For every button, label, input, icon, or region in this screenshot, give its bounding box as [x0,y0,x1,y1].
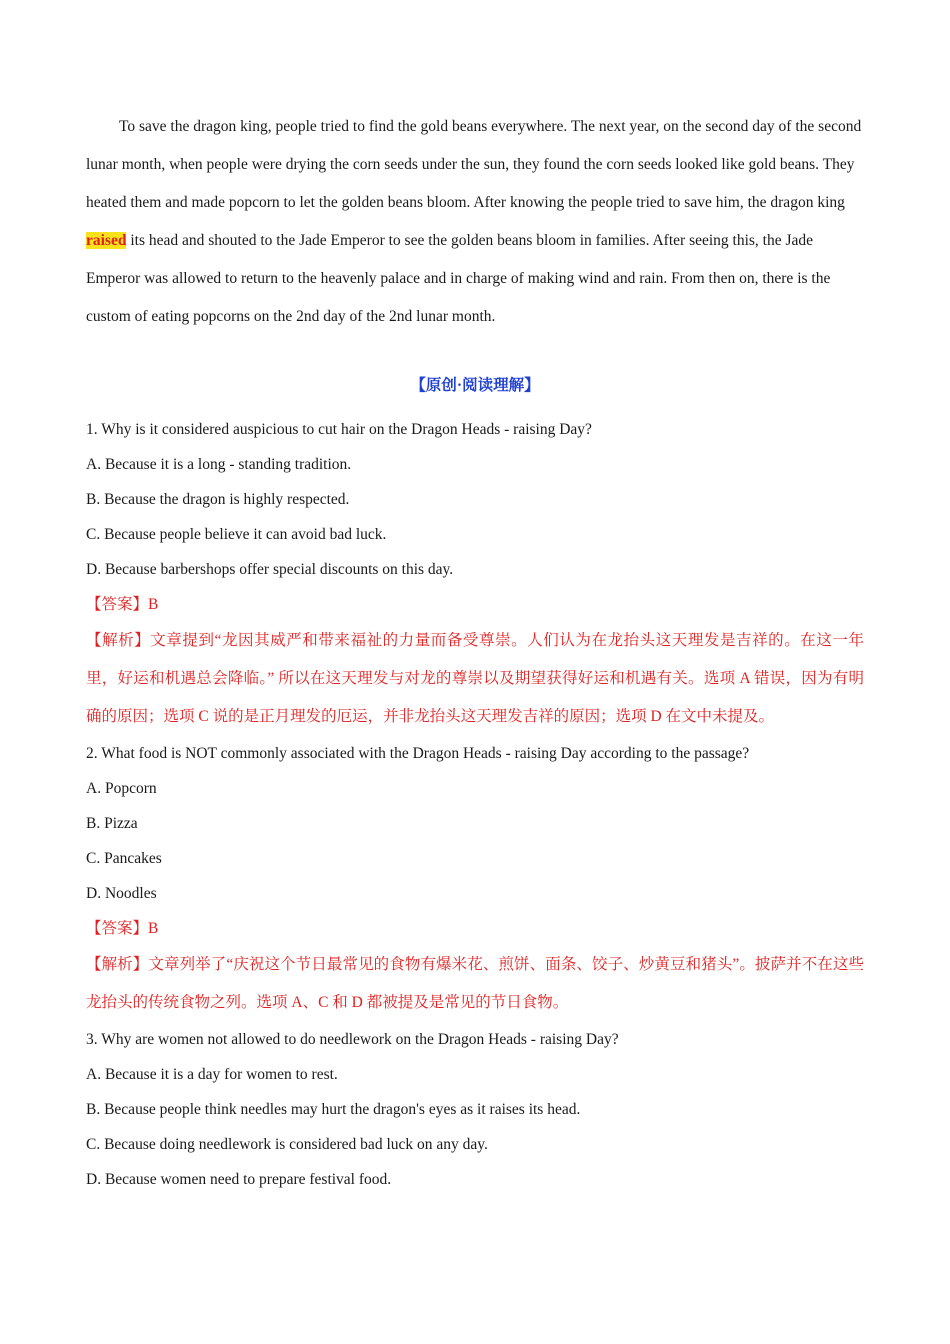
analysis-text: 【解析】文章列举了“庆祝这个节日最常见的食物有爆米花、煎饼、面条、饺子、炒黄豆和猪头”。披萨并不在这些龙抬头的传统食物之列。选项 A、C 和 D 都被提及是常见的节日食物。 [86,956,864,1011]
option-c: C. Because people believe it can avoid bad luck. [86,526,387,543]
question-text: 3. Why are women not allowed to do needlework on the Dragon Heads - raising Day? [86,1031,619,1048]
option-a: A. Because it is a long - standing tradition. [86,456,352,473]
passage-text-end: its head and shouted to the Jade Emperor to see the golden beans bloom in families. After seeing this, the Jade Emperor was allowed to return to the heavenly palace and in charge of making wind and rain. From then on, there is the custom of eating popcorns on the 2nd day of the 2nd lunar month. [86,232,831,325]
option-b: B. Because people think needles may hurt the dragon's eyes as it raises its head. [86,1101,581,1118]
option-d: D. Noodles [86,885,157,902]
answer-label: 【答案】B [86,920,159,937]
option-d: D. Because women need to prepare festival food. [86,1171,392,1188]
passage-text-start: To save the dragon king, people tried to find the gold beans everywhere. The next year, on the second day of the second lunar month, when people were drying the corn seeds under the sun, they found the corn seeds looked like gold beans. They heated them and made popcorn to let the golden beans bloom. After knowing the people tried to save him, the dragon king [86,118,862,211]
passage-paragraph [86,108,864,336]
question-text: 2. What food is NOT commonly associated with the Dragon Heads - raising Day according to the passage? [86,745,750,762]
option-c: C. Pancakes [86,850,162,867]
option-b: B. Pizza [86,815,138,832]
question-block-2 [86,736,864,1022]
option-a: A. Popcorn [86,780,157,797]
option-b: B. Because the dragon is highly respected. [86,491,350,508]
document-page [86,108,864,1197]
option-c: C. Because doing needlework is considered bad luck on any day. [86,1136,488,1153]
analysis-text: 【解析】文章提到“龙因其威严和带来福祉的力量而备受尊崇。人们认为在龙抬头这天理发是吉祥的。在这一年里，好运和机遇总会降临。” 所以在这天理发与对龙的尊崇以及期望获得好运和机遇有关。选项 A 错误，因为有明确的原因；选项 C 说的是正月理发的厄运，并非龙抬头这天理发吉祥的原因；选项 D 在文中未提及。 [86,632,864,725]
highlighted-word: raised [86,232,127,249]
question-block-1 [86,412,864,736]
question-block-3 [86,1022,864,1197]
option-a: A. Because it is a day for women to rest. [86,1066,338,1083]
section-title: 【原创·阅读理解】 [410,377,540,394]
question-text: 1. Why is it considered auspicious to cut hair on the Dragon Heads - raising Day? [86,421,592,438]
answer-label: 【答案】B [86,596,159,613]
option-d: D. Because barbershops offer special discounts on this day. [86,561,454,578]
